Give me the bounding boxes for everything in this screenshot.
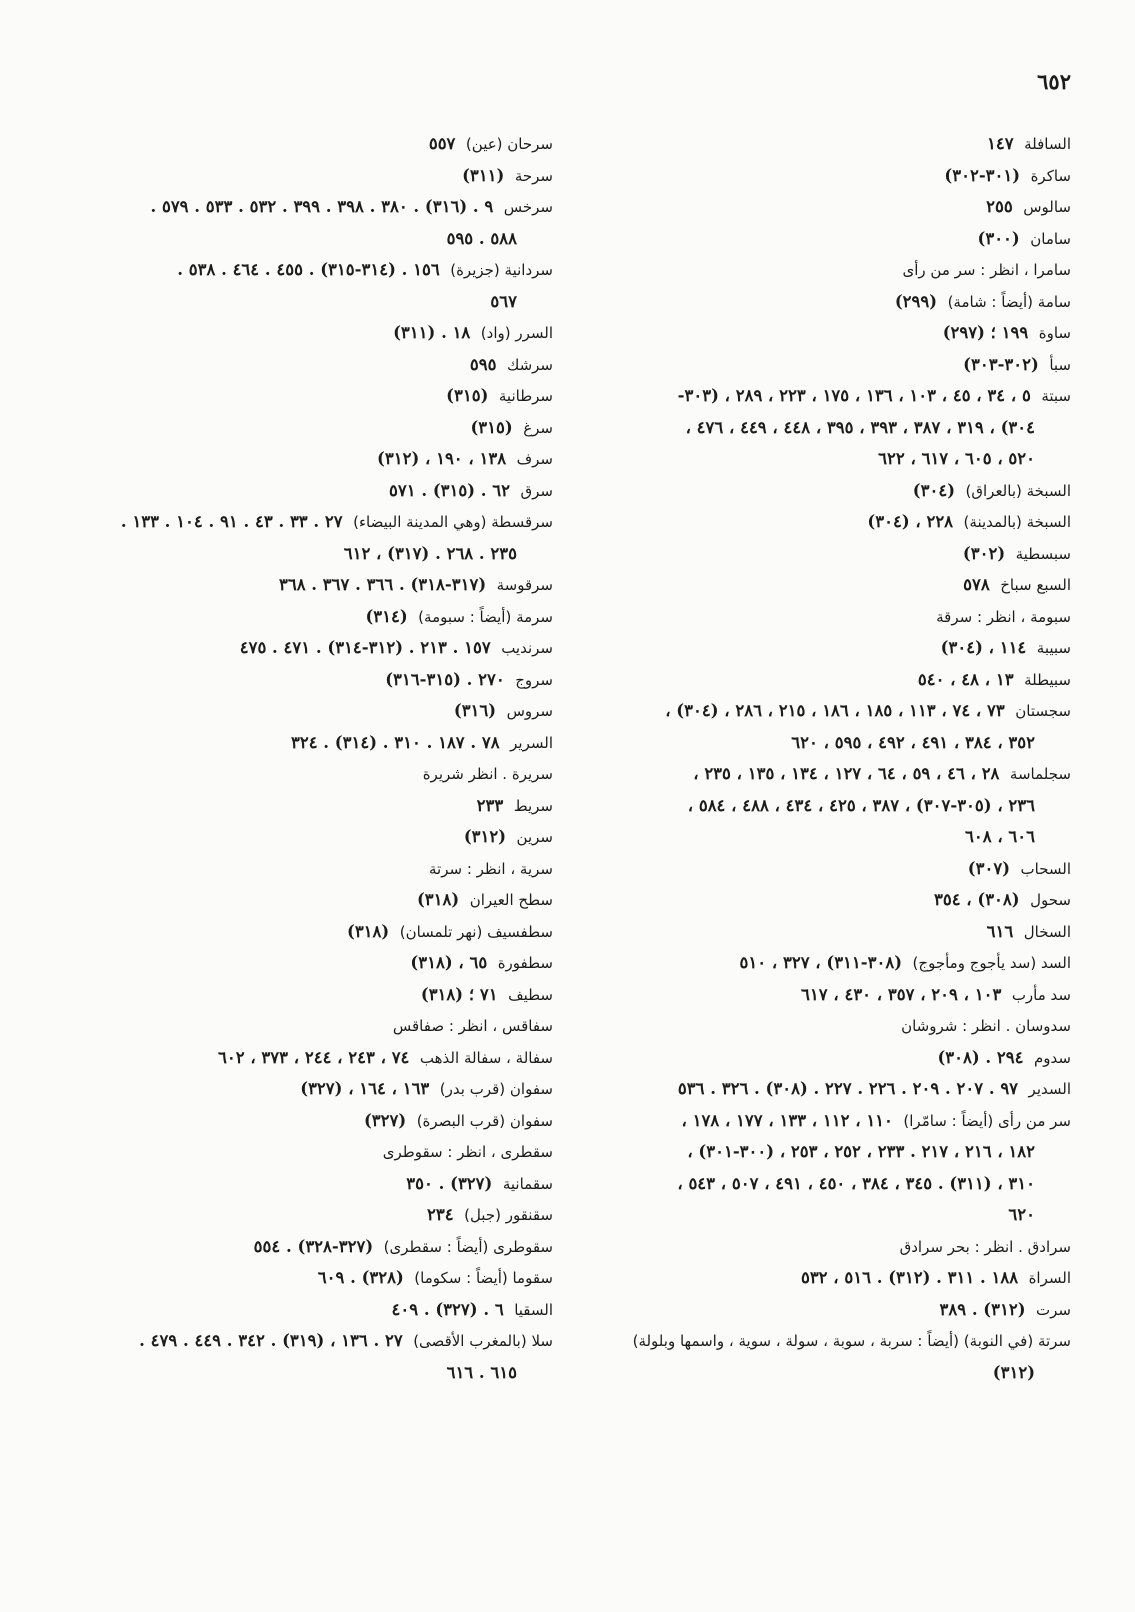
entry-page-refs: ٢٩٤ . (٣٠٨) xyxy=(937,1047,1024,1067)
entry-page-refs: ٣٠٤) ، ٣١٩ ، ٣٨٧ ، ٣٩٣ ، ٣٩٥ ، ٤٤٨ ، ٤٤٩ ، ٤٧٦ ، xyxy=(685,417,1035,437)
entry-heading: سرحة xyxy=(514,166,553,185)
entry-page-refs: ٦٢٠ xyxy=(1008,1205,1035,1224)
index-entry-continuation xyxy=(579,790,1071,822)
entry-heading: سبيبة xyxy=(1036,639,1071,657)
entry-heading: السد (سد يأجوج ومأجوج) xyxy=(912,954,1071,972)
entry-page-refs: (٣١٢) xyxy=(992,1362,1035,1382)
entry-heading: سجلماسة xyxy=(1009,765,1071,783)
entry-page-refs: (٣٠٨) ، ٣٥٤ xyxy=(933,890,1020,909)
entry-heading: سرغ xyxy=(523,418,553,437)
entry-page-refs: (٣٢٧-٣٢٨) . ٥٥٤ xyxy=(253,1236,374,1256)
entry-heading: سقوطرى (أيضاً : سقطرى) xyxy=(383,1237,553,1256)
entry-page-refs: ١١٠ ، ١١٢ ، ١٣٣ ، ١٧٧ ، ١٧٨ ، xyxy=(681,1110,893,1130)
index-entry xyxy=(579,1294,1071,1326)
index-entry xyxy=(61,1168,553,1200)
entry-heading: سر من رأى (أيضاً : سامّرا) xyxy=(903,1111,1071,1130)
index-entry xyxy=(579,569,1071,601)
entry-page-refs: ١٨٢ ، ٢١٦ ، ٢١٧ . ٢٣٣ ، ٢٥٢ ، ٢٥٣ ، (٣٠٠-٣٠١) ، xyxy=(687,1142,1035,1161)
entry-page-refs: (٣١٨) xyxy=(416,890,460,909)
index-entry xyxy=(61,853,553,885)
index-entry xyxy=(61,1042,553,1074)
index-entry xyxy=(61,601,553,633)
page-number: ٦٥٢ xyxy=(1037,69,1071,94)
entry-heading: سرية ، انظر : سرتة xyxy=(428,859,553,878)
entry-page-refs: ٥٨٨ . ٥٩٥ xyxy=(446,228,517,248)
entry-page-refs: ٢٥٥ xyxy=(986,197,1013,216)
entry-heading: سطفورة xyxy=(497,954,553,972)
index-entry xyxy=(61,884,553,916)
index-entry xyxy=(579,286,1071,318)
entry-page-refs: (٣٢٧) xyxy=(363,1110,407,1130)
entry-heading: سرحان (عين) xyxy=(465,135,553,153)
index-entry xyxy=(579,758,1071,790)
entry-heading: السبخة (بالعراق) xyxy=(965,481,1071,500)
index-entry xyxy=(579,916,1071,948)
entry-page-refs: (٣١٥) xyxy=(446,386,489,405)
entry-page-refs: ٢٧٠ . (٣١٥-٣١٦) xyxy=(385,669,505,689)
entry-page-refs: ٥٩٥ xyxy=(469,354,497,374)
index-entry-continuation xyxy=(579,1199,1071,1231)
index-entry xyxy=(579,664,1071,696)
index-entry xyxy=(61,317,553,349)
entry-page-refs: ٧٣ ، ٧٤ ، ١١٣ ، ١٨٥ ، ١٨٦ ، ٢١٥ ، ٢٨٦ ، (٣٠٤) ، xyxy=(665,701,1005,720)
index-entry xyxy=(61,664,553,696)
entry-page-refs: (٣١٤) xyxy=(365,606,408,626)
entry-heading: سرقوسة xyxy=(496,576,553,594)
entry-page-refs: ٦٠٦ ، ٦٠٨ xyxy=(964,827,1035,846)
index-entry xyxy=(579,947,1071,979)
index-entry xyxy=(61,979,553,1011)
index-entry xyxy=(61,1010,553,1042)
index-entry-continuation xyxy=(579,1357,1071,1389)
entry-heading: سروج xyxy=(515,670,553,689)
entry-heading: سبيطلة xyxy=(1024,670,1071,689)
index-entry xyxy=(579,1105,1071,1137)
index-entry xyxy=(61,1199,553,1231)
entry-heading: سريرة . انظر شريرة xyxy=(422,765,553,783)
entry-heading: سفوان (قرب البصرة) xyxy=(416,1111,553,1130)
entry-heading: سرشك xyxy=(506,355,553,374)
index-entry-continuation xyxy=(579,821,1071,853)
entry-page-refs: ١٤٧ xyxy=(987,134,1014,153)
index-entry xyxy=(579,254,1071,286)
entry-heading: سطيف xyxy=(508,985,553,1004)
entry-page-refs: ٢٣٣ xyxy=(476,795,504,815)
entry-page-refs: ٣٥٢ ، ٣٨٤ ، ٤٩١ ، ٤٩٢ ، ٥٩٥ ، ٦٢٠ xyxy=(791,732,1035,752)
entry-page-refs: (٣٠٠) xyxy=(977,228,1020,248)
index-entry-continuation xyxy=(579,1136,1071,1168)
entry-heading: سرين xyxy=(516,828,553,846)
index-entry xyxy=(61,569,553,601)
entry-heading: سرنديب xyxy=(501,639,553,657)
index-entry xyxy=(579,1262,1071,1294)
index-entry xyxy=(61,1325,553,1357)
index-entry xyxy=(61,1105,553,1137)
index-entry xyxy=(61,191,553,223)
entry-page-refs: (٣١٨) xyxy=(347,921,390,941)
entry-page-refs: ١٣٨ ، ١٩٠ ، (٣١٢) xyxy=(377,449,507,468)
entry-page-refs: ٦١٦ xyxy=(986,921,1014,941)
entry-heading: سرطانية xyxy=(498,387,553,405)
entry-heading: سقنقور (جبل) xyxy=(464,1206,553,1224)
entry-page-refs: ١٨ . (٣١١) xyxy=(393,323,471,342)
index-entry xyxy=(61,254,553,286)
entry-page-refs: (٣٠١-٣٠٢) xyxy=(944,165,1021,185)
entry-page-refs: ٥٢٠ ، ٦٠٥ ، ٦١٧ ، ٦٢٢ xyxy=(878,449,1035,468)
entry-page-refs: ١٩٩ ؛ (٢٩٧) xyxy=(942,323,1029,342)
index-entry xyxy=(61,632,553,664)
entry-heading: سقمانية xyxy=(502,1174,553,1193)
index-entry xyxy=(61,128,553,160)
index-entry xyxy=(61,727,553,759)
index-entry xyxy=(61,380,553,412)
index-entry xyxy=(61,443,553,475)
index-column-left xyxy=(61,128,553,1388)
entry-heading: ساوة xyxy=(1038,324,1071,342)
index-entry xyxy=(61,349,553,381)
entry-page-refs: ٢٣٥ . ٢٦٨ . (٣١٧) ، ٦١٢ xyxy=(343,543,517,563)
index-entry-continuation xyxy=(579,412,1071,444)
entry-page-refs: ٧١ ؛ (٣١٨) xyxy=(420,984,498,1004)
entry-heading: سامرا ، انظر : سر من رأى xyxy=(902,261,1071,279)
index-entry xyxy=(579,380,1071,412)
index-entry-continuation xyxy=(61,538,553,570)
entry-heading: سامان xyxy=(1030,229,1071,248)
entry-heading: سرمة (أيضاً : سبومة) xyxy=(418,607,553,626)
entry-page-refs: ٦١٥ . ٦١٦ xyxy=(446,1362,517,1382)
index-entry xyxy=(61,1294,553,1326)
entry-page-refs: ٥٥٧ xyxy=(428,134,456,153)
entry-page-refs: ٢٣٤ xyxy=(427,1205,454,1224)
index-entry xyxy=(579,191,1071,223)
entry-heading: السحاب xyxy=(1020,859,1071,878)
index-entry-continuation xyxy=(579,443,1071,475)
index-entry xyxy=(579,160,1071,192)
entry-heading: سرخس xyxy=(503,198,553,216)
index-entry xyxy=(579,223,1071,255)
entry-heading: السبخة (بالمدينة) xyxy=(963,513,1071,531)
index-entry xyxy=(579,1042,1071,1074)
entry-heading: سطفسيف (نهر تلمسان) xyxy=(399,922,553,941)
entry-page-refs: (٣٠٧) xyxy=(967,858,1010,878)
index-entry xyxy=(579,506,1071,538)
index-entry xyxy=(579,632,1071,664)
entry-page-refs: ٧٤ ، ٢٤٣ ، ٢٤٤ ، ٣٧٣ ، ٦٠٢ xyxy=(218,1047,410,1067)
entry-page-refs: (٣٠٢-٣٠٣) xyxy=(963,354,1039,374)
index-entry xyxy=(579,695,1071,727)
entry-page-refs: ١٠٣ ، ٢٠٩ ، ٣٥٧ ، ٤٣٠ ، ٦١٧ xyxy=(801,984,1002,1004)
index-entry xyxy=(579,475,1071,507)
entry-page-refs: ٣١٠ ، (٣١١) . ٣٤٥ ، ٣٨٤ ، ٤٥٠ ، ٤٩١ ، ٥٠٧ ، ٥٤٣ ، xyxy=(677,1173,1035,1193)
index-entry xyxy=(579,538,1071,570)
entry-page-refs: (٣٢٨) . ٦٠٩ xyxy=(317,1268,404,1287)
index-entry xyxy=(61,506,553,538)
entry-heading: سرق xyxy=(520,481,553,500)
entry-page-refs: (٢٩٩) xyxy=(894,291,938,311)
entry-page-refs: ١٣ ، ٤٨ ، ٥٤٠ xyxy=(917,669,1014,689)
entry-page-refs: ٢٣٦ ، (٣٠٥-٣٠٧) ، ٣٨٧ ، ٤٢٥ ، ٤٣٤ ، ٤٨٨ ، ٥٨٤ ، xyxy=(687,795,1035,815)
entry-heading: ساكرة xyxy=(1030,166,1071,185)
entry-heading: السافلة xyxy=(1024,135,1071,153)
index-entry xyxy=(579,1231,1071,1263)
index-entry xyxy=(61,790,553,822)
entry-page-refs: ١٥٦ . (٣١٤-٣١٥) . ٤٥٥ . ٤٦٤ . ٥٣٨ . xyxy=(177,260,440,279)
entry-heading: السخال xyxy=(1023,922,1071,941)
entry-page-refs: ١٦٣ ، ١٦٤ ، (٣٢٧) xyxy=(300,1079,430,1098)
entry-page-refs: (٣٢٧) . ٣٥٠ xyxy=(406,1173,493,1193)
entry-heading: سجستان xyxy=(1015,702,1071,720)
entry-page-refs: (٣١١) xyxy=(462,165,505,185)
index-entry xyxy=(61,475,553,507)
entry-heading: سفوان (قرب بدر) xyxy=(439,1080,553,1098)
entry-heading: سقوما (أيضاً : سكوما) xyxy=(414,1269,553,1287)
index-entry-continuation xyxy=(61,286,553,318)
entry-heading: سردانية (جزيرة) xyxy=(450,261,553,279)
entry-heading: السقيا xyxy=(514,1300,553,1319)
entry-heading: سدوسان . انظر : شروشان xyxy=(901,1017,1071,1035)
entry-heading: سقطرى ، انظر : سقوطرى xyxy=(382,1143,553,1161)
entry-page-refs: ٢٢٨ ، (٣٠٤) xyxy=(867,512,954,531)
index-entry xyxy=(61,947,553,979)
index-entry xyxy=(579,1073,1071,1105)
entry-page-refs: ٥٧٨ xyxy=(963,575,990,594)
entry-page-refs: ٥ ، ٣٤ ، ٤٥ ، ١٠٣ ، ١٣٦ ، ١٧٥ ، ٢٢٣ ، ٢٨٩ ، (٣٠٣- xyxy=(677,386,1031,405)
index-entry xyxy=(61,695,553,727)
index-entry xyxy=(579,317,1071,349)
entry-heading: سرتة (في النوبة) (أيضاً : سربة ، سوبة ، سولة ، سوية ، واسمها وبلولة) xyxy=(632,1332,1071,1350)
entry-page-refs: (٣١٧-٣١٨) . ٣٦٦ . ٣٦٧ . ٣٦٨ xyxy=(278,575,487,594)
entry-heading: سبأ xyxy=(1049,355,1071,374)
index-entry xyxy=(61,1073,553,1105)
index-entry xyxy=(579,884,1071,916)
index-entry xyxy=(61,821,553,853)
entry-heading: سرف xyxy=(516,450,553,468)
entry-heading: سرت xyxy=(1036,1300,1071,1319)
index-entry xyxy=(61,916,553,948)
entry-page-refs: ١١٤ ، (٣٠٤) xyxy=(940,638,1027,657)
entry-heading: سرقسطة (وهي المدينة البيضاء) xyxy=(353,513,553,531)
entry-page-refs: (٣١٢) . ٣٨٩ xyxy=(939,1299,1026,1319)
entry-heading: سرادق . انظر : بحر سرادق xyxy=(899,1237,1071,1256)
index-entry xyxy=(61,1262,553,1294)
entry-heading: سبتة xyxy=(1041,387,1071,405)
entry-page-refs: (٣٠٢) xyxy=(962,543,1006,563)
entry-heading: السرير xyxy=(510,733,553,752)
entry-heading: سد مأرب xyxy=(1011,985,1071,1004)
entry-page-refs: ١٨٨ . ٣١١ . (٣١٢) . ٥١٦ ، ٥٣٢ xyxy=(800,1268,1019,1287)
index-entry-continuation xyxy=(61,1357,553,1389)
entry-heading: سفاقس ، انظر : صفاقس xyxy=(392,1017,553,1035)
entry-heading: سبومة ، انظر : سرقة xyxy=(936,607,1071,626)
entry-page-refs: ٩٧ . ٢٠٧ . ٢٠٩ . ٢٢٦ . ٢٢٧ . (٣٠٨) . ٣٢٦ . ٥٣٦ xyxy=(677,1079,1019,1098)
entry-page-refs: ١٥٧ . ٢١٣ . (٣١٢-٣١٤) . ٤٧١ . ٤٧٥ xyxy=(239,638,491,657)
entry-heading: سفالة ، سفالة الذهب xyxy=(419,1048,553,1067)
entry-page-refs: (٣١٢) xyxy=(463,827,507,846)
entry-heading: سدوم xyxy=(1034,1048,1071,1067)
index-entry xyxy=(579,979,1071,1011)
entry-page-refs: ٢٧ . ٣٣ . ٤٣ . ٩١ . ١٠٤ . ١٣٣ . xyxy=(120,512,343,531)
index-entry xyxy=(61,160,553,192)
entry-heading: سطح العيران xyxy=(469,891,553,909)
entry-page-refs: (٣٠٤) xyxy=(912,480,956,500)
index-entry-continuation xyxy=(579,1168,1071,1200)
index-entry xyxy=(579,1325,1071,1357)
entry-heading: سروس xyxy=(506,702,553,720)
entry-page-refs: ٢٨ ، ٤٦ ، ٥٩ ، ٦٤ ، ١٢٧ ، ١٣٤ ، ١٣٥ ، ٢٣٥ ، xyxy=(693,764,1000,783)
index-entry xyxy=(61,1231,553,1263)
index-entry xyxy=(61,758,553,790)
entry-page-refs: (٣١٥) xyxy=(470,417,513,437)
entry-heading: سريط xyxy=(513,796,553,815)
entry-page-refs: ٧٨ . ١٨٧ . ٣١٠ . (٣١٤) . ٣٢٤ xyxy=(290,732,500,752)
entry-heading: سالوس xyxy=(1023,198,1071,216)
index-column-right xyxy=(579,128,1071,1388)
index-entry xyxy=(579,1010,1071,1042)
index-entry xyxy=(579,128,1071,160)
entry-heading: السراة xyxy=(1028,1269,1071,1287)
entry-page-refs: ٦٢ . (٣١٥) . ٥٧١ xyxy=(389,480,511,500)
entry-heading: السدير xyxy=(1028,1080,1071,1098)
entry-page-refs: ٩ . (٣١٦) . ٣٨٠ . ٣٩٨ . ٣٩٩ . ٥٣٢ . ٥٣٣ . ٥٧٩ . xyxy=(150,197,494,216)
entry-page-refs: ٦٥ ، (٣١٨) xyxy=(410,953,488,972)
entry-heading: سحول xyxy=(1030,891,1071,909)
index-entry xyxy=(61,1136,553,1168)
entry-heading: سلا (بالمغرب الأقصى) xyxy=(413,1332,553,1350)
entry-page-refs: (٣١٦) xyxy=(453,701,497,720)
entry-page-refs: (٣٠٨-٣١١) ، ٣٢٧ ، ٥١٠ xyxy=(739,953,903,972)
entry-heading: السرر (واد) xyxy=(480,324,553,342)
index-entry-continuation xyxy=(579,727,1071,759)
entry-page-refs: ٥٦٧ xyxy=(490,291,517,311)
entry-heading: سامة (أيضاً : شامة) xyxy=(947,292,1071,311)
index-entry xyxy=(579,349,1071,381)
index-entry xyxy=(61,412,553,444)
entry-page-refs: ٢٧ . ١٣٦ ، (٣١٩) . ٣٤٢ . ٤٤٩ . ٤٧٩ . xyxy=(139,1331,403,1350)
entry-page-refs: ٦ . (٣٢٧) . ٤٠٩ xyxy=(391,1299,504,1319)
entry-heading: السبع سباخ xyxy=(1000,576,1071,594)
index-entry xyxy=(579,853,1071,885)
index-entry-continuation xyxy=(61,223,553,255)
entry-heading: سبسطية xyxy=(1015,544,1071,563)
index-entry xyxy=(579,601,1071,633)
